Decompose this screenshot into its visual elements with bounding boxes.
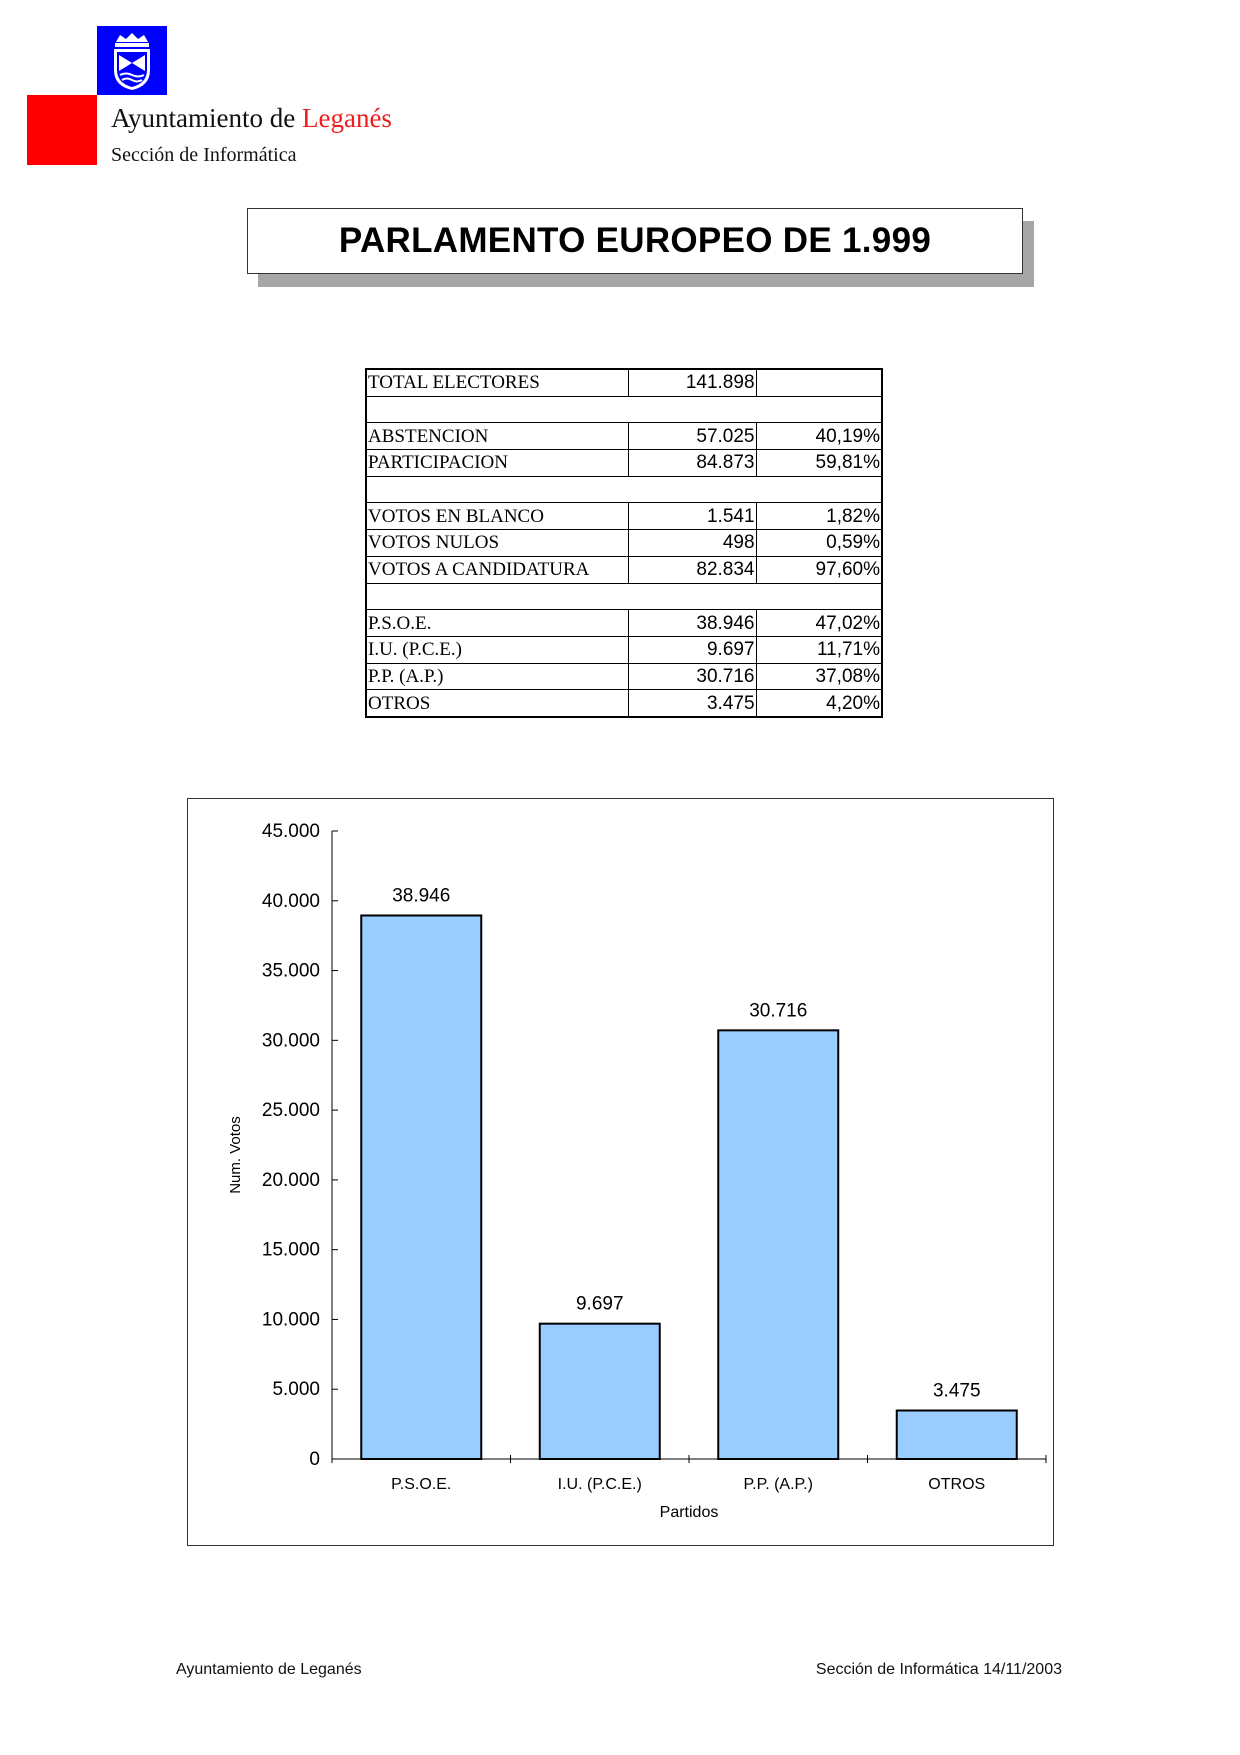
row-percent: 0,59% (756, 530, 882, 557)
y-axis-title: Num. Votos (227, 1116, 244, 1194)
y-tick-label: 25.000 (261, 1100, 320, 1122)
row-label: TOTAL ELECTORES (366, 369, 629, 396)
bar (897, 1411, 1017, 1459)
row-label: VOTOS NULOS (366, 530, 629, 557)
table-row (366, 556, 882, 583)
y-tick-label: 45.000 (261, 821, 320, 842)
row-value: 498 (629, 530, 757, 557)
x-category-label: I.U. (P.C.E.) (557, 1476, 642, 1493)
x-category-label: OTROS (928, 1476, 986, 1493)
org-name-accent: Leganés (301, 103, 392, 133)
row-percent: 97,60% (756, 556, 882, 583)
bar (361, 915, 481, 1459)
org-subtitle: Sección de Informática (111, 144, 297, 166)
row-percent: 37,08% (756, 663, 882, 690)
row-percent: 4,20% (756, 690, 882, 717)
y-tick-label: 35.000 (261, 960, 320, 982)
row-label: OTROS (366, 690, 629, 717)
x-category-label: P.P. (A.P.) (743, 1476, 813, 1493)
table-row (366, 423, 882, 450)
page-title: PARLAMENTO EUROPEO DE 1.999 (338, 221, 932, 260)
row-value: 1.541 (629, 503, 757, 530)
bar-value-label: 38.946 (392, 885, 451, 907)
coat-of-arms-icon (106, 30, 158, 92)
table-spacer-row (366, 396, 882, 423)
y-tick-label: 40.000 (261, 890, 320, 912)
row-label: VOTOS A CANDIDATURA (366, 556, 629, 583)
table-row (366, 503, 882, 530)
y-tick-label: 30.000 (261, 1030, 320, 1052)
table-row (366, 450, 882, 477)
row-label: PARTICIPACION (366, 450, 629, 477)
table-row (366, 663, 882, 690)
row-label: I.U. (P.C.E.) (366, 636, 629, 663)
row-value: 38.946 (629, 610, 757, 637)
y-tick-label: 5.000 (272, 1379, 320, 1401)
y-tick-label: 0 (309, 1449, 320, 1470)
row-label: P.S.O.E. (366, 610, 629, 637)
bar-value-label: 30.716 (749, 1000, 808, 1022)
footer-left: Ayuntamiento de Leganés (176, 1661, 362, 1678)
footer-right: Sección de Informática 14/11/2003 (815, 1661, 1062, 1678)
table-row (366, 530, 882, 557)
row-value: 30.716 (629, 663, 757, 690)
row-percent (756, 369, 882, 396)
row-percent: 1,82% (756, 503, 882, 530)
row-label: P.P. (A.P.) (366, 663, 629, 690)
y-tick-label: 15.000 (261, 1239, 320, 1261)
table-spacer-row (366, 476, 882, 503)
x-category-label: P.S.O.E. (391, 1476, 452, 1493)
bar-value-label: 3.475 (932, 1380, 981, 1402)
x-axis-title: Partidos (659, 1504, 719, 1521)
y-tick-label: 20.000 (261, 1169, 320, 1191)
bar-value-label: 9.697 (575, 1293, 624, 1315)
table-row (366, 610, 882, 637)
table-row (366, 690, 882, 717)
row-value: 141.898 (629, 369, 757, 396)
table-row (366, 369, 882, 396)
row-percent: 40,19% (756, 423, 882, 450)
row-value: 9.697 (629, 636, 757, 663)
row-value: 3.475 (629, 690, 757, 717)
row-percent: 47,02% (756, 610, 882, 637)
bar (540, 1324, 660, 1459)
logo-red-square (27, 95, 97, 165)
org-name (111, 103, 392, 134)
bar (718, 1030, 838, 1459)
y-tick-label: 10.000 (261, 1309, 320, 1331)
row-percent: 11,71% (756, 636, 882, 663)
row-label: ABSTENCION (366, 423, 629, 450)
row-value: 82.834 (629, 556, 757, 583)
org-name-prefix: Ayuntamiento de (111, 103, 302, 133)
logo-blue-square (97, 26, 167, 95)
table-spacer-row (366, 583, 882, 610)
row-value: 84.873 (629, 450, 757, 477)
row-percent: 59,81% (756, 450, 882, 477)
title-box (247, 208, 1023, 274)
chart-frame (187, 798, 1054, 1546)
row-value: 57.025 (629, 423, 757, 450)
row-label: VOTOS EN BLANCO (366, 503, 629, 530)
results-table (365, 368, 883, 718)
votes-bar-chart (188, 799, 1053, 1545)
table-row (366, 636, 882, 663)
